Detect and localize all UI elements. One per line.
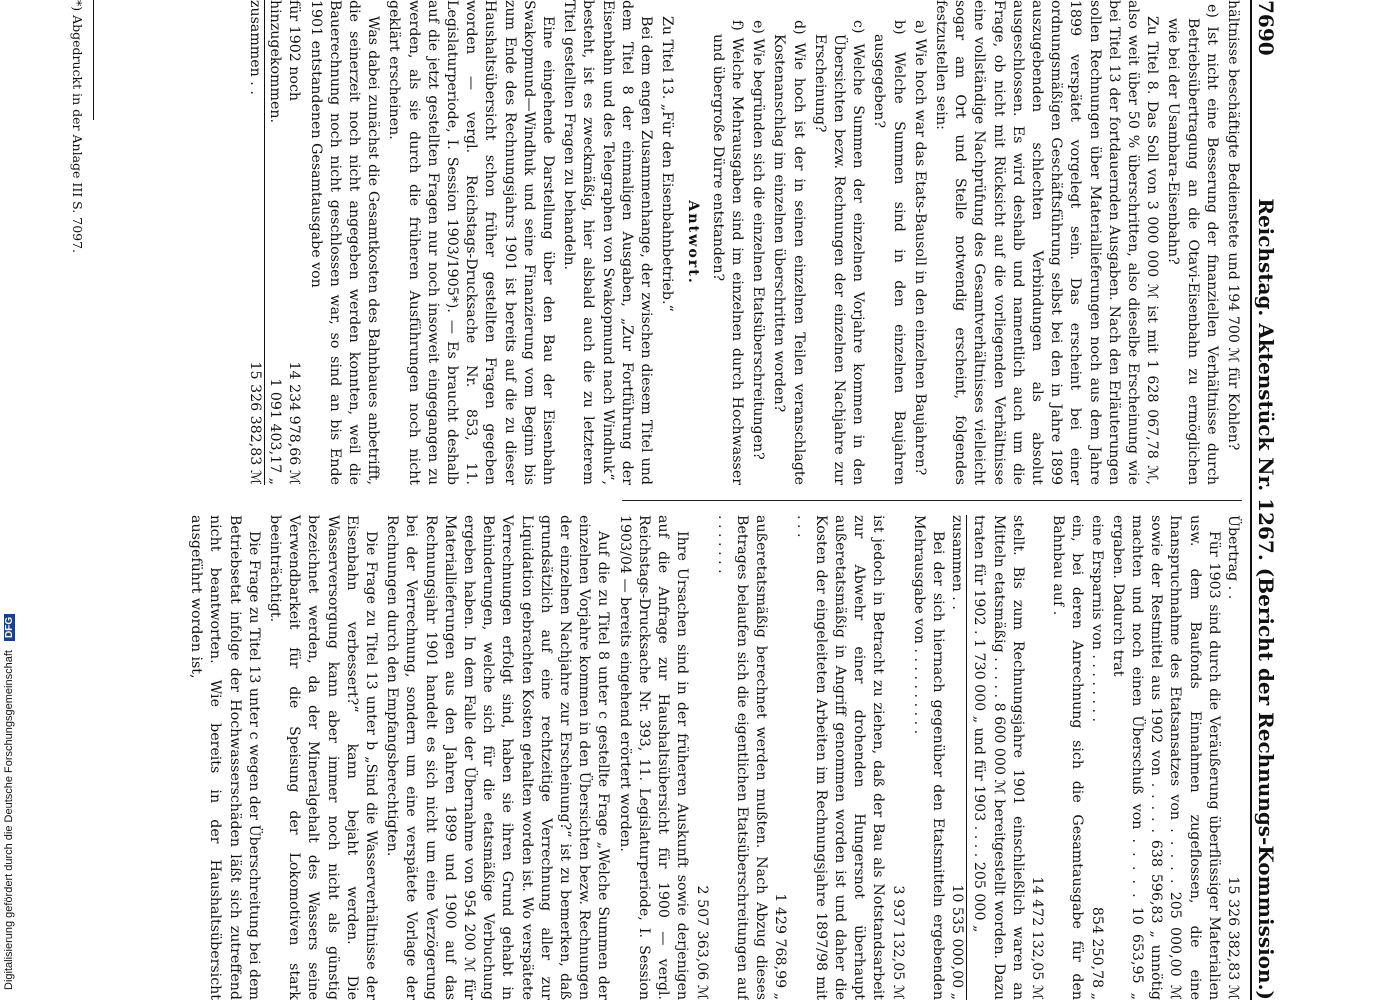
left-column — [245, 0, 1242, 485]
footnote: *) Abgedruckt in der Anlage III S. 7097. — [70, 0, 85, 254]
paragraph: Ihre Ursachen sind in der früheren Auskunft sowie derjenigen auf die Anfrage zur Haushaltsübersicht für 1900 — vergl. Reichstags-Drucksache Nr. 393, 11. Legislaturperiode, I. Session 1903/04 — bereits eingehend erörtert worden. — [616, 515, 691, 1000]
paragraph: Was dabei zunächst die Gesamtkosten des Bahnbaues anbetrifft, die seinerzeit noch nicht angegeben werden konnten, weil die Bauerechnung noch nicht geschlossen war, so sind an bis Ende 1901 entstandenen Gesamtausgabe von — [307, 0, 382, 485]
dfg-logo: DFG — [4, 614, 15, 641]
sum-label: zusammen . . — [949, 515, 966, 610]
paragraph: Zu Titel 13. „Für den Eisenbahnbetrieb.“ — [659, 16, 676, 312]
question-c: c) Welche Summen der einzelnen Vorjahre kommen in den Übersichten bezw. Rechnungen der einzelnen Nachjahre zur Erscheinung? — [811, 20, 867, 485]
sum-value: 10 535 000,00 „ — [949, 884, 966, 1000]
page-number: 7690 — [1254, 0, 1278, 56]
sum-label: zusammen . . — [247, 0, 264, 95]
paragraph: Die Frage zu Titel 13 unter b „Sind die Wasserverhältnisse der Eisenbahn verbessert?“ kann bejaht werden. Die Wasserversorgung kann aber immer noch nicht als günstig bezeichnet werden, da der Mineralgehalt des Wassers seine Verwendbarkeit für die Speisung der Lokomotiven stark beeinträchtigt. — [267, 515, 380, 1000]
amount-value: 2 507 363,06 ℳ — [693, 885, 710, 1000]
column-divider — [622, 500, 1242, 501]
paragraph: Auf die zu Titel 8 unter c gestellte Frage „Welche Summen der einzelnen Vorjahre kommen in den Übersichten bezw. Rechnungen der einzelnen Nachjahre zur Erscheinung?“ ist zu bemerken, daß grundsätzlich auf eine rechtzeitige Verrechnung aller zur Liquidation gebrachten Kosten gehalten worden ist. Wo verspätete Verrechnungen erfolgt sind, haben sie ihren Grund gehabt in Behinderungen, welche sich für die etatsmäßige Verbuchung ergeben haben. In dem Falle der Übernahme von 954 200 ℳ für Materiallieferungen aus den Jahren 1899 und 1900 auf das Rechnungsjahr 1901 handelt es sich nicht um eine Verzögerung bei der Verrechnung, sondern um eine verspätete Vorlage der Rechnungen durch den Empfangsberechtigten. — [384, 515, 612, 1000]
amount-value: 1 429 768,99 „ — [772, 893, 789, 1000]
answer-heading: Antwort. — [684, 200, 701, 285]
carryover-label: Übertrag . . — [1225, 515, 1241, 600]
amount-row — [1027, 515, 1046, 1000]
paragraph: Die Frage zu Titel 13 unter c wegen der Überschreitung bei dem Betriebsetat infolge der Hochwasserschäden läßt sich zutreffend nicht beantworten. Wie bereits in der Haushaltsübersicht ausgeführt worden ist, — [188, 515, 262, 1000]
amount-row — [284, 0, 303, 485]
sum-row — [947, 515, 967, 1000]
amount-row — [691, 515, 710, 1000]
amount-label: eine Ersparnis von . . . . . . . . — [1088, 515, 1105, 723]
question-e: e) Ist nicht eine Besserung der finanziellen Verhältnisse durch Betriebsübertragung an die Otavi-Eisenbahn zu ermöglichen wie bei der Usambara-Eisenbahn? — [1165, 4, 1220, 485]
paragraph: ein, bei deren Anrechnung sich die Gesamtausgabe für den Bahnbau auf . — [1050, 515, 1086, 1000]
carryover-row — [1223, 515, 1242, 1000]
amount-row — [770, 515, 789, 1000]
amount-value: 14 234 978,66 ℳ — [286, 361, 303, 485]
paragraph: Eine eingehende Darstellung über den Bau der Eisenbahn Swakopmund—Windhuk und seine Finanzierung vom Beginn bis zum Ende des Rechnungsjahrs 1901 ist bereits auf die zu dieser Haushaltsübersicht schon früher gestellten Fragen gegeben worden — vergl. Reichstags-Drucksache Nr. 853, 11. Legislaturperiode, I. Session 1903/1905*). — Es braucht deshalb auf die jetzt gestellten Fragen nur noch insoweit eingegangen zu werden, als sie durch die früheren Ausführungen noch nicht geklärt erscheinen. — [386, 0, 557, 485]
amount-row — [265, 0, 284, 485]
amount-label: für 1902 noch — [286, 0, 303, 102]
paragraph: Zu Titel 8. Das Soll von 3 000 000 ℳ ist mit 1 628 067,78 ℳ, also weit über 50 % überschritten, also dieselbe Erscheinung wie bei Titel 13 der fortdauernden Ausgaben. Nach den Erläuterungen sollen Rechnungen über Materiallieferungen noch aus dem Jahre 1899 verspätet vorgelegt sein. Das erscheint bei einer ordnungsmäßigen Geschäftsführung selbst bei den in Jahre 1899 auszugebenden schlechten Verbindungen als absolut ausgeschlossen. Es wird deshalb und namentlich auch um die Frage, ob nicht mit Rücksicht auf die vorliegenden Verhältnisse eine vollständige Nachprüfung des Gesamtverhältnisses vielleicht sogar am Ort und Stelle notwendig erscheint, folgendes festzustellen sein: — [932, 0, 1161, 485]
credit-label: Digitalisierung gefördert durch die Deutsche Forschungsgemeinschaft — [3, 650, 15, 990]
amount-row — [887, 515, 906, 1000]
sum-row — [245, 0, 265, 485]
question-a: a) Wie hoch war das Etats-Bausoll in den einzelnen Baujahren? — [911, 20, 928, 476]
question-b: b) Welche Summen sind in den einzelnen Baujahren ausgegeben? — [871, 20, 907, 485]
paragraph: Für 1903 sind durch die Veräußerung überflüssiger Materialien usw. dem Baufonds Einnahmen zugeflossen, die eine Inanspruchnahme des Etatsansatzes von . . . . . 205 000,00 ℳ sowie der Restmittel aus 1902 von . . . . . 638 596,83 „ unnötig machten und noch einen Überschuß von . . . . . 10 653,95 „ ergaben. Dadurch trat — [1109, 515, 1222, 1000]
question-d: d) Wie hoch ist der in seinen einzelnen Teilen veranschlagte Kostenanschlag im einzelnen überschritten worden? — [771, 20, 807, 485]
amount-value: 14 472 132,05 ℳ — [1028, 876, 1045, 1000]
footnote-rule — [93, 0, 94, 120]
paragraph: außeretatsmäßig berechnet werden mußten. Nach Abzug dieses Betrages belaufen sich die eigentlichen Etatsüberschreitungen auf . . . . . . . — [714, 515, 770, 1000]
paragraph: hältnisse beschäftigte Bedienstete und 194 700 ℳ für Kohlen? — [1225, 0, 1241, 451]
question-f: f) Welche Mehrausgaben sind im einzelnen durch Hochwasser und übergroße Dürre entstanden? — [709, 20, 745, 485]
header-title: Reichstag. Aktenstück Nr. 1267. (Bericht der Rechnungs-Kommission.) — [1254, 198, 1278, 1000]
amount-value: 3 937 132,05 ℳ — [889, 885, 906, 1000]
running-header — [1250, 0, 1290, 1000]
paragraph: Bei dem engen Zusammenhange, der zwischen diesem Titel und dem Titel 8 der einmaligen Ausgaben, „Zur Fortführung der Eisenbahn und des Telegraphen von Swakopmund nach Windhuk“, besteht, ist es zweckmäßig, hier alsbald auch die zu letzterem Titel gestellten Fragen zu behandeln. — [561, 0, 655, 485]
amount-label: hinzugekommen. — [267, 0, 284, 123]
paragraph: ist jedoch in Betracht zu ziehen, daß der Bau als Notstandsarbeit zur Abwehr einer drohenden Hungersnot überhaupt außeretatsmäßig in Angriff genommen worden ist und daher die Kosten der eingeleiteten Arbeiten im Rechnungsjahre 1897/98 mit . . . — [793, 515, 887, 1000]
question-e2: e) Wie begründen sich die einzelnen Etatsüberschreitungen? — [750, 20, 767, 460]
paragraph: stellt. Bis zum Rechnungsjahre 1901 einschließlich waren an Mitteln etatsmäßig . . . . . 8 600 000 ℳ bereitgestellt worden. Dazu traten für 1902 . 1 730 000 „ und für 1903 . . . . 205 000 „ — [971, 515, 1026, 1000]
amount-row — [1086, 515, 1105, 1000]
right-column — [184, 515, 1242, 1000]
amount-value: 1 091 403,17 „ — [267, 378, 284, 485]
amount-value: 854 250,78 „ — [1088, 906, 1105, 1000]
paragraph: Bei der sich hiernach gegenüber den Etatsmitteln ergebenden Mehrausgabe von . . . . . . . . . . — [910, 515, 946, 1000]
carryover-value: 15 326 382,83 ℳ — [1225, 876, 1241, 1000]
sum-value: 15 326 382,83 ℳ — [247, 361, 264, 485]
